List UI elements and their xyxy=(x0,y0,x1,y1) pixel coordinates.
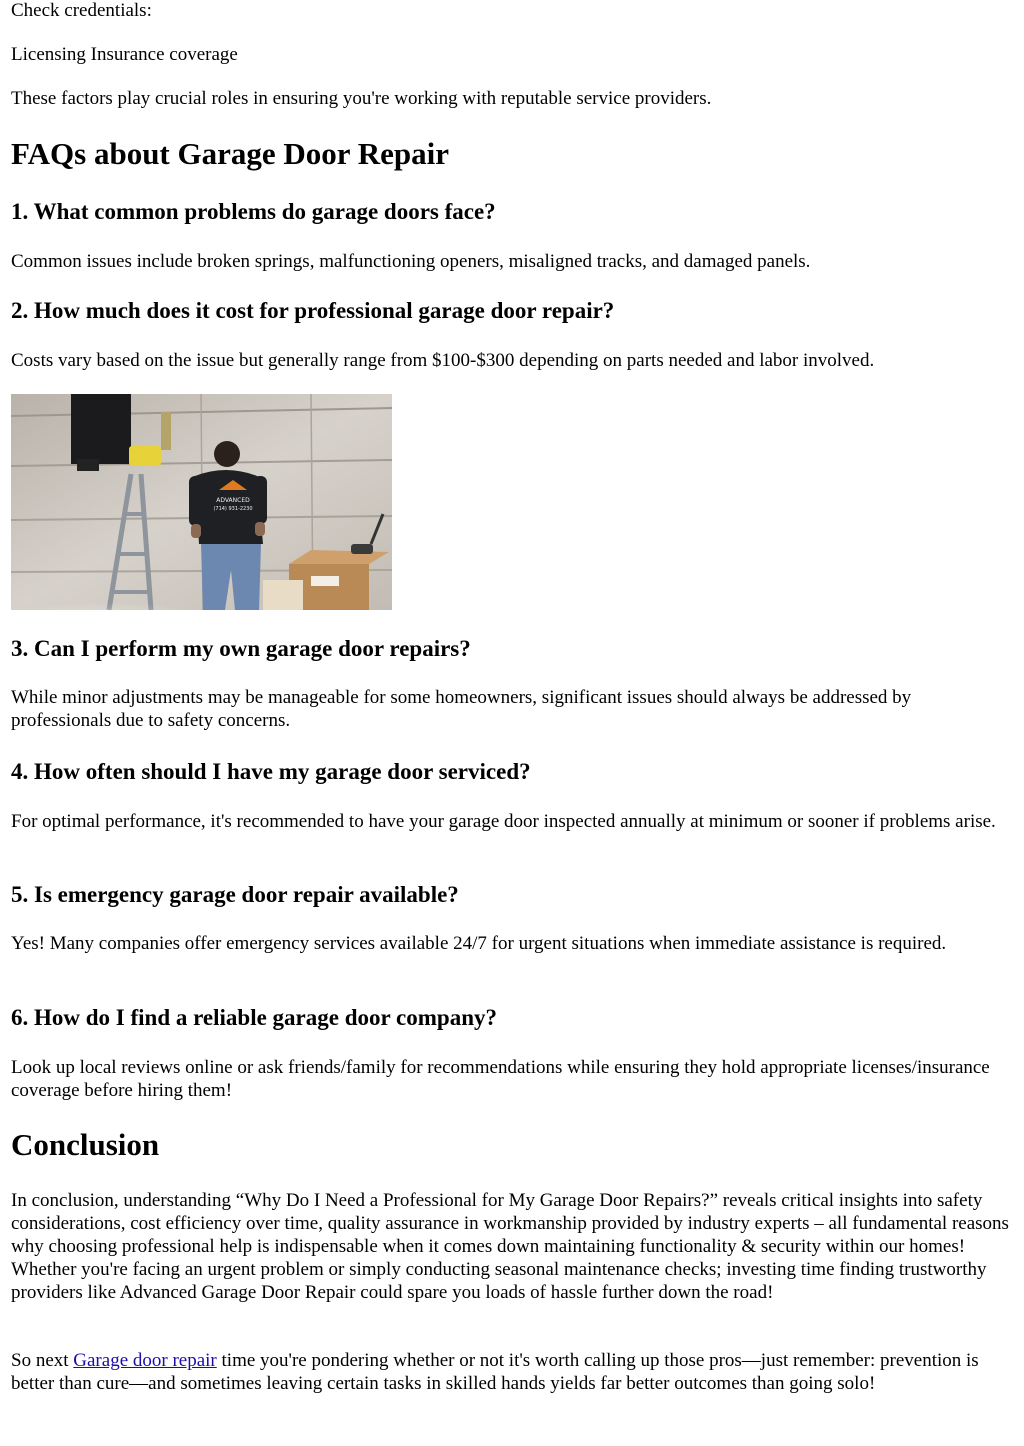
check-credentials-text: Check credentials: xyxy=(11,0,152,21)
garage-door-repair-link[interactable]: Garage door repair xyxy=(73,1350,217,1371)
faq-answer-4: For optimal performance, it's recommended to have your garage door inspected annually at minimum or sooner if problems arise. xyxy=(11,811,996,832)
conclusion-heading: Conclusion xyxy=(11,1127,160,1162)
faqs-heading: FAQs about Garage Door Repair xyxy=(11,136,449,171)
faq-question-5: 5. Is emergency garage door repair available? xyxy=(11,882,459,907)
closing-text-end: time you're pondering whether or not it's worth calling up those pros—just remember: prevention is better than cure—and sometimes leaving certain tasks in skilled hands yields far better outcomes than going solo! xyxy=(11,1350,979,1394)
faq-answer-5: Yes! Many companies offer emergency services available 24/7 for urgent situations when immediate assistance is required. xyxy=(11,933,947,954)
conclusion-paragraph: In conclusion, understanding “Why Do I Need a Professional for My Garage Door Repairs?” reveals critical insights into safety considerations, cost efficiency over time, quality assurance in workmanship provided by industry experts – all fundamental reasons why choosing professional help is indispensable when it comes down maintaining functionality & security within our homes! Whether you're facing an urgent problem or simply conducting seasonal maintenance checks; investing time finding trustworthy providers like Advanced Garage Door Repair could spare you loads of hassle further down the road! xyxy=(11,1190,1009,1303)
faq-question-6: 6. How do I find a reliable garage door company? xyxy=(11,1005,497,1030)
faq-question-4: 4. How often should I have my garage door serviced? xyxy=(11,759,531,784)
garage-repair-photo xyxy=(11,394,392,610)
shirt-logo-text: ADVANCED xyxy=(216,497,250,504)
faq-answer-3: While minor adjustments may be manageable for some homeowners, significant issues should always be addressed by professionals due to safety concerns. xyxy=(11,687,912,731)
credentials-items-text: Licensing Insurance coverage xyxy=(11,44,238,65)
faq-question-3: 3. Can I perform my own garage door repairs? xyxy=(11,636,471,661)
garage-repair-illustration xyxy=(11,394,392,610)
shirt-phone-text: (714) 931-2230 xyxy=(213,506,253,512)
closing-paragraph xyxy=(11,1349,1011,1395)
faq-answer-6: Look up local reviews online or ask friends/family for recommendations while ensuring they hold appropriate licenses/insurance coverage before hiring them! xyxy=(11,1057,990,1101)
closing-text-start: So next xyxy=(11,1350,74,1371)
faq-answer-1: Common issues include broken springs, malfunctioning openers, misaligned tracks, and damaged panels. xyxy=(11,251,811,272)
factors-text: These factors play crucial roles in ensuring you're working with reputable service providers. xyxy=(11,88,712,109)
faq-question-1: 1. What common problems do garage doors face? xyxy=(11,199,496,224)
faq-answer-2: Costs vary based on the issue but generally range from $100-$300 depending on parts needed and labor involved. xyxy=(11,350,875,371)
faq-question-2: 2. How much does it cost for professional garage door repair? xyxy=(11,298,615,323)
